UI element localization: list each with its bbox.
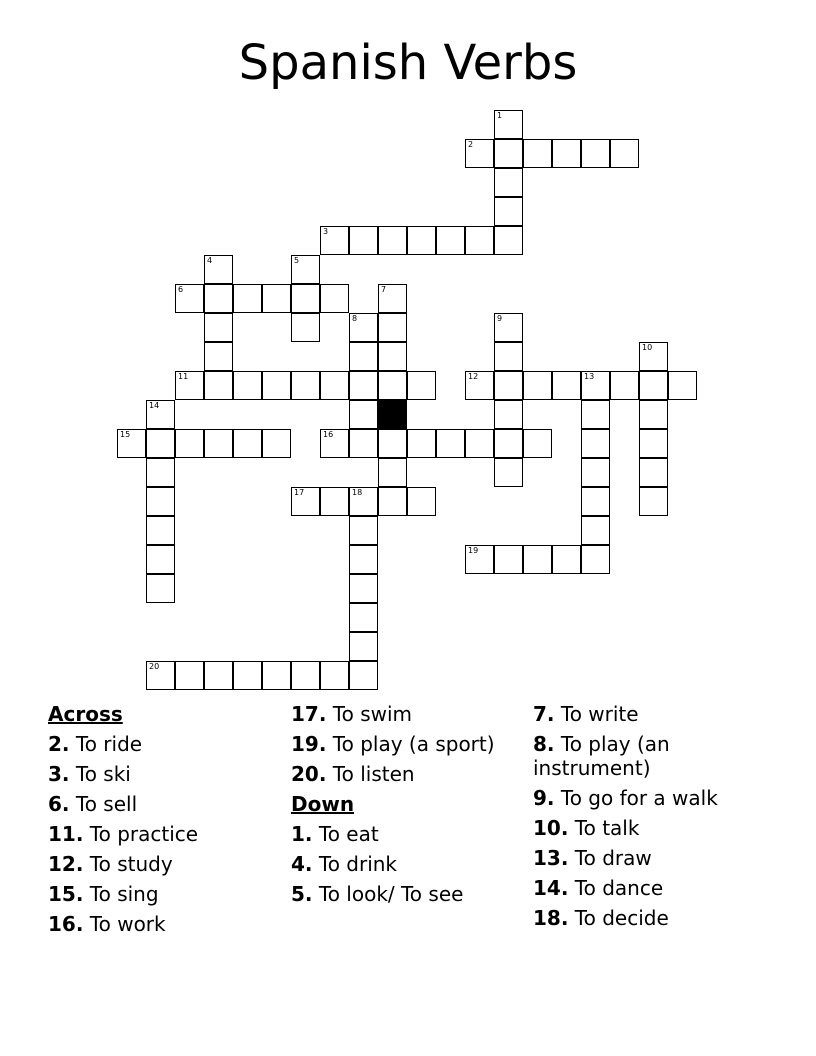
clue-item xyxy=(48,762,288,786)
grid-cell[interactable] xyxy=(349,603,378,632)
grid-cell[interactable] xyxy=(581,487,610,516)
grid-cell[interactable] xyxy=(146,487,175,516)
grid-cell[interactable] xyxy=(523,545,552,574)
clue-number: 3. xyxy=(48,762,70,786)
clue-item xyxy=(533,786,773,810)
grid-cell[interactable] xyxy=(175,429,204,458)
grid-cell[interactable] xyxy=(465,429,494,458)
clue-column-1 xyxy=(48,702,288,942)
clue-text: To ski xyxy=(69,762,131,786)
grid-cell[interactable] xyxy=(494,342,523,371)
grid-cell[interactable] xyxy=(610,139,639,168)
clue-text: To write xyxy=(554,702,639,726)
clue-text: To study xyxy=(83,852,173,876)
grid-cell[interactable] xyxy=(349,487,378,516)
grid-cell[interactable] xyxy=(349,516,378,545)
grid-cell[interactable] xyxy=(320,284,349,313)
black-cell xyxy=(378,400,407,429)
grid-cell[interactable] xyxy=(349,371,378,400)
grid-cell[interactable] xyxy=(639,458,668,487)
grid-cell[interactable] xyxy=(175,661,204,690)
grid-cell[interactable] xyxy=(233,371,262,400)
grid-cell[interactable] xyxy=(378,371,407,400)
grid-cell[interactable] xyxy=(349,545,378,574)
grid-cell[interactable] xyxy=(175,284,204,313)
grid-cell[interactable] xyxy=(494,313,523,342)
cell-number: 14 xyxy=(149,401,160,410)
grid-cell[interactable] xyxy=(349,661,378,690)
clue-text: To dance xyxy=(568,876,664,900)
clue-text: To play (a sport) xyxy=(326,732,495,756)
cell-number: 6 xyxy=(178,285,184,294)
clue-number: 2. xyxy=(48,732,70,756)
grid-cell[interactable] xyxy=(204,313,233,342)
clue-number: 4. xyxy=(291,852,313,876)
grid-cell[interactable] xyxy=(291,661,320,690)
grid-cell[interactable] xyxy=(436,226,465,255)
grid-cell[interactable] xyxy=(494,458,523,487)
cell-number: 3 xyxy=(323,227,329,236)
clue-text: To sell xyxy=(69,792,138,816)
grid-cell[interactable] xyxy=(378,487,407,516)
clue-text: To sing xyxy=(83,882,159,906)
grid-cell[interactable] xyxy=(523,429,552,458)
cell-number: 10 xyxy=(642,343,653,352)
clue-number: 11. xyxy=(48,822,84,846)
grid-cell[interactable] xyxy=(291,313,320,342)
grid-cell[interactable] xyxy=(146,574,175,603)
clue-column-2 xyxy=(291,702,531,912)
grid-cell[interactable] xyxy=(523,139,552,168)
grid-cell[interactable] xyxy=(610,371,639,400)
grid-cell[interactable] xyxy=(494,545,523,574)
cell-number: 15 xyxy=(120,430,131,439)
clue-number: 8. xyxy=(533,732,555,756)
clue-text: To listen xyxy=(326,762,415,786)
clue-text: To go for a walk xyxy=(554,786,718,810)
grid-cell[interactable] xyxy=(349,400,378,429)
clue-number: 7. xyxy=(533,702,555,726)
grid-cell[interactable] xyxy=(146,661,175,690)
clue-item xyxy=(533,702,773,726)
clue-column-3 xyxy=(533,702,773,936)
clue-item xyxy=(291,702,531,726)
grid-cell[interactable] xyxy=(146,429,175,458)
grid-cell[interactable] xyxy=(378,313,407,342)
cell-number: 8 xyxy=(352,314,358,323)
grid-cell[interactable] xyxy=(204,429,233,458)
grid-cell[interactable] xyxy=(465,139,494,168)
cell-number: 17 xyxy=(294,488,305,497)
clue-item xyxy=(291,822,531,846)
grid-cell[interactable] xyxy=(639,400,668,429)
clue-number: 13. xyxy=(533,846,569,870)
page-title: Spanish Verbs xyxy=(238,35,578,91)
grid-cell[interactable] xyxy=(639,487,668,516)
cell-number: 1 xyxy=(497,111,503,120)
grid-cell[interactable] xyxy=(291,284,320,313)
cell-number: 7 xyxy=(381,285,387,294)
grid-cell[interactable] xyxy=(378,429,407,458)
clue-text: To practice xyxy=(83,822,199,846)
grid-cell[interactable] xyxy=(494,400,523,429)
clue-number: 15. xyxy=(48,882,84,906)
grid-cell[interactable] xyxy=(204,371,233,400)
grid-cell[interactable] xyxy=(407,429,436,458)
grid-cell[interactable] xyxy=(117,429,146,458)
clue-text: To eat xyxy=(312,822,379,846)
grid-cell[interactable] xyxy=(175,371,204,400)
clue-number: 10. xyxy=(533,816,569,840)
clue-item xyxy=(533,846,773,870)
cell-number: 13 xyxy=(584,372,595,381)
grid-cell[interactable] xyxy=(494,110,523,139)
cell-number: 16 xyxy=(323,430,334,439)
clue-heading-across: Across xyxy=(48,702,123,726)
grid-cell[interactable] xyxy=(378,342,407,371)
grid-cell[interactable] xyxy=(378,226,407,255)
grid-cell[interactable] xyxy=(465,226,494,255)
clue-item xyxy=(48,732,288,756)
grid-cell[interactable] xyxy=(465,371,494,400)
clue-text: To drink xyxy=(312,852,398,876)
clue-number: 5. xyxy=(291,882,313,906)
grid-cell[interactable] xyxy=(291,487,320,516)
cell-number: 4 xyxy=(207,256,213,265)
grid-cell[interactable] xyxy=(262,284,291,313)
grid-cell[interactable] xyxy=(204,342,233,371)
grid-cell[interactable] xyxy=(552,545,581,574)
clue-text: To play (an instrument) xyxy=(533,732,670,780)
cell-number: 9 xyxy=(497,314,503,323)
clue-item xyxy=(291,852,531,876)
grid-cell[interactable] xyxy=(494,197,523,226)
grid-cell[interactable] xyxy=(639,342,668,371)
clue-item xyxy=(533,816,773,840)
cell-number: 5 xyxy=(294,256,300,265)
clue-item xyxy=(533,732,773,780)
clue-number: 9. xyxy=(533,786,555,810)
clue-item xyxy=(48,792,288,816)
grid-cell[interactable] xyxy=(262,429,291,458)
grid-cell[interactable] xyxy=(146,458,175,487)
grid-cell[interactable] xyxy=(204,661,233,690)
grid-cell[interactable] xyxy=(233,661,262,690)
grid-cell[interactable] xyxy=(552,371,581,400)
grid-cell[interactable] xyxy=(639,429,668,458)
grid-cell[interactable] xyxy=(320,487,349,516)
grid-cell[interactable] xyxy=(581,139,610,168)
grid-cell[interactable] xyxy=(349,226,378,255)
clue-item xyxy=(48,882,288,906)
grid-cell[interactable] xyxy=(262,371,291,400)
clue-item xyxy=(291,732,531,756)
clue-number: 1. xyxy=(291,822,313,846)
grid-cell[interactable] xyxy=(320,371,349,400)
clue-text: To ride xyxy=(69,732,143,756)
clue-text: To decide xyxy=(568,906,669,930)
clue-item xyxy=(533,876,773,900)
grid-cell[interactable] xyxy=(233,284,262,313)
grid-cell[interactable] xyxy=(320,661,349,690)
grid-cell[interactable] xyxy=(349,429,378,458)
grid-cell[interactable] xyxy=(523,371,552,400)
clue-item xyxy=(48,852,288,876)
grid-cell[interactable] xyxy=(552,139,581,168)
cell-number: 11 xyxy=(178,372,189,381)
grid-cell[interactable] xyxy=(494,429,523,458)
clue-item xyxy=(48,822,288,846)
grid-cell[interactable] xyxy=(494,139,523,168)
grid-cell[interactable] xyxy=(436,429,465,458)
cell-number: 19 xyxy=(468,546,479,555)
grid-cell[interactable] xyxy=(204,284,233,313)
clue-number: 14. xyxy=(533,876,569,900)
clue-number: 19. xyxy=(291,732,327,756)
grid-cell[interactable] xyxy=(378,458,407,487)
grid-cell[interactable] xyxy=(581,458,610,487)
grid-cell[interactable] xyxy=(320,429,349,458)
grid-cell[interactable] xyxy=(349,342,378,371)
grid-cell[interactable] xyxy=(262,661,291,690)
grid-cell[interactable] xyxy=(407,371,436,400)
cell-number: 12 xyxy=(468,372,479,381)
cell-number: 20 xyxy=(149,662,160,671)
clue-number: 6. xyxy=(48,792,70,816)
grid-cell[interactable] xyxy=(668,371,697,400)
clue-text: To swim xyxy=(326,702,413,726)
grid-cell[interactable] xyxy=(378,284,407,313)
grid-cell[interactable] xyxy=(581,400,610,429)
grid-cell[interactable] xyxy=(146,400,175,429)
grid-cell[interactable] xyxy=(349,632,378,661)
grid-cell[interactable] xyxy=(146,545,175,574)
clue-item xyxy=(48,912,288,936)
clue-text: To draw xyxy=(568,846,652,870)
grid-cell[interactable] xyxy=(349,574,378,603)
grid-cell[interactable] xyxy=(320,226,349,255)
cell-number: 18 xyxy=(352,488,363,497)
grid-cell[interactable] xyxy=(494,371,523,400)
clue-text: To work xyxy=(83,912,166,936)
grid-cell[interactable] xyxy=(581,516,610,545)
grid-cell[interactable] xyxy=(494,168,523,197)
clue-heading-down: Down xyxy=(291,792,355,816)
grid-cell[interactable] xyxy=(581,371,610,400)
clue-number: 20. xyxy=(291,762,327,786)
clue-text: To look/ To see xyxy=(312,882,464,906)
grid-cell[interactable] xyxy=(407,226,436,255)
grid-cell[interactable] xyxy=(465,545,494,574)
cell-number: 2 xyxy=(468,140,474,149)
clue-number: 17. xyxy=(291,702,327,726)
clue-item xyxy=(533,906,773,930)
clue-number: 12. xyxy=(48,852,84,876)
grid-cell[interactable] xyxy=(233,429,262,458)
grid-cell[interactable] xyxy=(291,371,320,400)
clue-number: 18. xyxy=(533,906,569,930)
grid-cell[interactable] xyxy=(581,545,610,574)
grid-cell[interactable] xyxy=(494,226,523,255)
grid-cell[interactable] xyxy=(581,429,610,458)
grid-cell[interactable] xyxy=(146,516,175,545)
clue-item xyxy=(291,882,531,906)
clue-number: 16. xyxy=(48,912,84,936)
grid-cell[interactable] xyxy=(407,487,436,516)
grid-cell[interactable] xyxy=(349,313,378,342)
grid-cell[interactable] xyxy=(204,255,233,284)
grid-cell[interactable] xyxy=(639,371,668,400)
grid-cell[interactable] xyxy=(291,255,320,284)
clue-item xyxy=(291,762,531,786)
clue-text: To talk xyxy=(568,816,640,840)
